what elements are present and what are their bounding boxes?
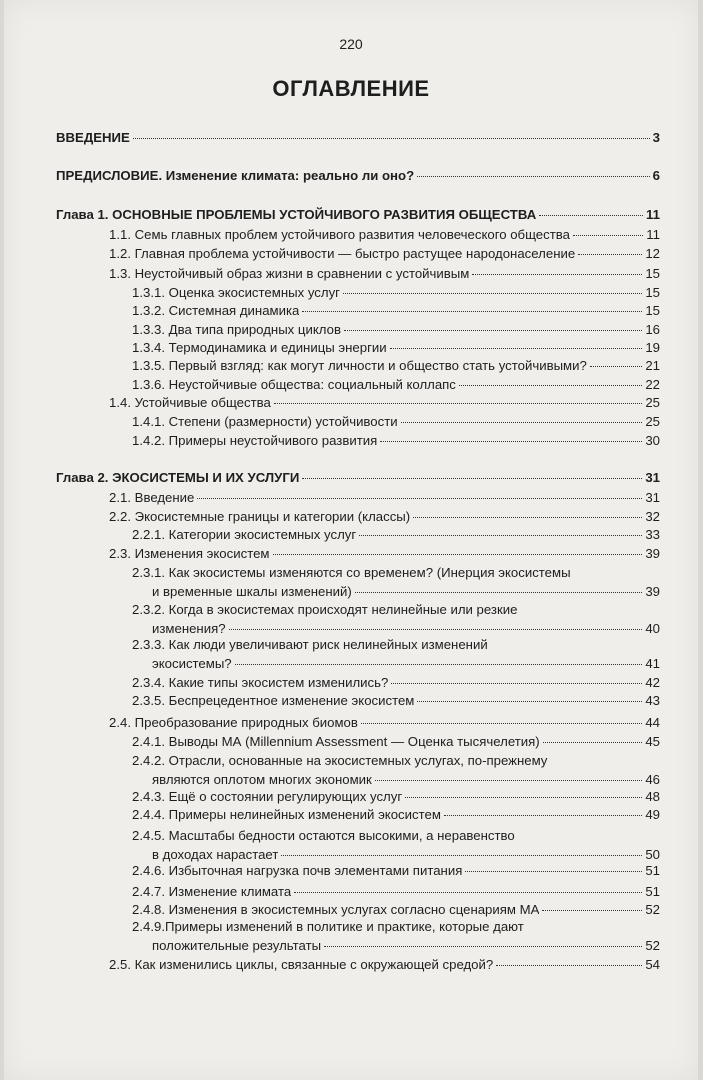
toc-page-number: 54 bbox=[645, 957, 660, 972]
toc-page-number: 15 bbox=[645, 266, 660, 281]
toc-entry bbox=[109, 714, 660, 732]
toc-entry-text: 1.4. Устойчивые общества bbox=[109, 395, 271, 410]
toc-entry-text: 1.3. Неустойчивый образ жизни в сравнении с устойчивым bbox=[109, 266, 470, 281]
toc-page-number: 50 bbox=[645, 847, 660, 862]
dot-leader bbox=[273, 554, 643, 555]
dot-leader bbox=[401, 422, 643, 423]
toc-page-number: 39 bbox=[645, 546, 660, 561]
toc-entry bbox=[109, 265, 660, 283]
toc-entry bbox=[132, 339, 660, 357]
toc-entry bbox=[109, 245, 660, 263]
toc-entry-text: 2.3.2. Когда в экосистемах происходят нелинейные или резкие bbox=[132, 602, 518, 617]
toc-page-number: 25 bbox=[645, 395, 660, 410]
toc-entry bbox=[152, 771, 660, 789]
toc-entry bbox=[109, 545, 660, 563]
toc-entry bbox=[109, 508, 660, 526]
toc-entry-text: 2.4.9.Примеры изменений в политике и практике, которые дают bbox=[132, 919, 524, 934]
toc-page-number: 52 bbox=[645, 902, 660, 917]
toc-entry bbox=[152, 583, 660, 601]
dot-leader bbox=[302, 478, 642, 479]
toc-entry bbox=[152, 937, 660, 955]
toc-entry-text: 2.4.1. Выводы МА (Millennium Assessment — Оценка тысячелетия) bbox=[132, 734, 540, 749]
dot-leader bbox=[465, 871, 642, 872]
dot-leader bbox=[590, 366, 643, 367]
toc-entry-text: изменения? bbox=[152, 621, 226, 636]
toc-entry-text: ВВЕДЕНИЕ bbox=[56, 130, 130, 145]
dot-leader bbox=[543, 742, 643, 743]
toc-entry bbox=[132, 862, 660, 880]
toc-page-number: 49 bbox=[645, 807, 660, 822]
toc-entry-text: 1.3.3. Два типа природных циклов bbox=[132, 322, 341, 337]
toc-entry-text: Глава 2. ЭКОСИСТЕМЫ И ИХ УСЛУГИ bbox=[56, 470, 300, 485]
toc-page-number: 43 bbox=[645, 693, 660, 708]
toc-entry-text: 2.4.6. Избыточная нагрузка почв элементами питания bbox=[132, 863, 463, 878]
toc-entry bbox=[132, 806, 660, 824]
toc-page-number: 30 bbox=[645, 433, 660, 448]
dot-leader bbox=[380, 441, 642, 442]
dot-leader bbox=[390, 348, 643, 349]
toc-page-number: 48 bbox=[645, 789, 660, 804]
toc-entry-text: 2.3. Изменения экосистем bbox=[109, 546, 270, 561]
dot-leader bbox=[324, 946, 642, 947]
toc-entry-text: Глава 1. ОСНОВНЫЕ ПРОБЛЕМЫ УСТОЙЧИВОГО РАЗВИТИЯ ОБЩЕСТВА bbox=[56, 207, 537, 222]
toc-entry-text: 2.4.4. Примеры нелинейных изменений экосистем bbox=[132, 807, 441, 822]
toc-page-number: 15 bbox=[645, 303, 660, 318]
toc-page-number: 31 bbox=[645, 470, 660, 485]
toc-entry bbox=[132, 413, 660, 431]
toc-entry bbox=[132, 883, 660, 901]
dot-leader bbox=[375, 780, 643, 781]
toc-page-number: 31 bbox=[645, 490, 660, 505]
toc-entry bbox=[109, 226, 660, 244]
toc-entry bbox=[132, 526, 660, 544]
toc-page-number: 41 bbox=[645, 656, 660, 671]
toc-page-number: 3 bbox=[652, 130, 660, 145]
dot-leader bbox=[496, 965, 642, 966]
toc-entry bbox=[56, 469, 660, 487]
toc-entry-text: 2.4.3. Ещё о состоянии регулирующих услуг bbox=[132, 789, 403, 804]
toc-page-number: 15 bbox=[645, 285, 660, 300]
dot-leader bbox=[359, 535, 642, 536]
toc-entry bbox=[152, 655, 660, 673]
toc-entry-text: 1.2. Главная проблема устойчивости — быстро растущее народонаселение bbox=[109, 246, 576, 261]
toc-entry-text: 1.3.1. Оценка экосистемных услуг bbox=[132, 285, 340, 300]
toc-entry bbox=[132, 284, 660, 302]
dot-leader bbox=[133, 138, 650, 139]
toc-entry bbox=[132, 432, 660, 450]
toc-entry-text: 2.5. Как изменились циклы, связанные с окружающей средой? bbox=[109, 957, 494, 972]
dot-leader bbox=[578, 254, 642, 255]
toc-entry-text: 2.2. Экосистемные границы и категории (классы) bbox=[109, 509, 411, 524]
toc-entry-text: 1.3.2. Системная динамика bbox=[132, 303, 300, 318]
dot-leader bbox=[281, 855, 642, 856]
page-number: 220 bbox=[339, 36, 363, 52]
toc-entry bbox=[56, 129, 660, 147]
toc-page-number: 40 bbox=[645, 621, 660, 636]
toc-entry bbox=[109, 489, 660, 507]
dot-leader bbox=[391, 683, 642, 684]
page-title: ОГЛАВЛЕНИЕ bbox=[272, 76, 430, 101]
dot-leader bbox=[542, 910, 642, 911]
dot-leader bbox=[344, 330, 642, 331]
toc-entry-text: 2.4.8. Изменения в экосистемных услугах согласно сценариям МА bbox=[132, 902, 540, 917]
dot-leader bbox=[197, 498, 642, 499]
dot-leader bbox=[355, 592, 643, 593]
toc-entry bbox=[109, 956, 660, 974]
toc-entry bbox=[132, 674, 660, 692]
toc-entry bbox=[56, 206, 660, 224]
toc-page-number: 45 bbox=[645, 734, 660, 749]
toc-page-number: 44 bbox=[645, 715, 660, 730]
toc-page-number: 6 bbox=[652, 168, 660, 183]
toc-entry-text: ПРЕДИСЛОВИЕ. Изменение климата: реально ли оно? bbox=[56, 168, 415, 183]
dot-leader bbox=[413, 517, 642, 518]
toc-page-number: 52 bbox=[645, 938, 660, 953]
dot-leader bbox=[444, 815, 642, 816]
toc-page-number: 39 bbox=[645, 584, 660, 599]
toc-page-number: 21 bbox=[645, 358, 660, 373]
dot-leader bbox=[343, 293, 642, 294]
dot-leader bbox=[405, 797, 642, 798]
toc-entry-text: 1.1. Семь главных проблем устойчивого развития человеческого общества bbox=[109, 227, 570, 242]
dot-leader bbox=[472, 274, 642, 275]
toc-entry-text: 2.1. Введение bbox=[109, 490, 195, 505]
toc-page-number: 11 bbox=[646, 207, 660, 222]
toc-entry-text: 1.3.4. Термодинамика и единицы энергии bbox=[132, 340, 387, 355]
toc-page-number: 32 bbox=[645, 509, 660, 524]
toc-page-number: 46 bbox=[645, 772, 660, 787]
toc-entry-text: 1.4.2. Примеры неустойчивого развития bbox=[132, 433, 378, 448]
dot-leader bbox=[417, 701, 642, 702]
toc-entry-text: 2.4.7. Изменение климата bbox=[132, 884, 292, 899]
book-page bbox=[4, 0, 698, 1080]
toc-page-number: 25 bbox=[645, 414, 660, 429]
toc-entry-text: 2.3.5. Беспрецедентное изменение экосистем bbox=[132, 693, 415, 708]
dot-leader bbox=[539, 215, 643, 216]
toc-entry bbox=[132, 733, 660, 751]
toc-entry-text: 1.4.1. Степени (размерности) устойчивости bbox=[132, 414, 398, 429]
toc-entry-text: являются оплотом многих экономик bbox=[152, 772, 372, 787]
dot-leader bbox=[302, 311, 642, 312]
toc-page-number: 16 bbox=[645, 322, 660, 337]
toc-entry bbox=[132, 376, 660, 394]
toc-entry-text: 2.3.4. Какие типы экосистем изменились? bbox=[132, 675, 389, 690]
toc-page-number: 12 bbox=[645, 246, 660, 261]
toc-page-number: 19 bbox=[645, 340, 660, 355]
dot-leader bbox=[361, 723, 642, 724]
table-of-contents bbox=[4, 0, 698, 1080]
toc-entry-text: положительные результаты bbox=[152, 938, 322, 953]
dot-leader bbox=[235, 664, 643, 665]
toc-entry-text: 2.3.1. Как экосистемы изменяются со временем? (Инерция экосистемы bbox=[132, 565, 571, 580]
toc-entry bbox=[109, 394, 660, 412]
dot-leader bbox=[573, 235, 643, 236]
toc-page-number: 51 bbox=[645, 884, 660, 899]
toc-entry-text: экосистемы? bbox=[152, 656, 232, 671]
toc-entry-text: 1.3.6. Неустойчивые общества: социальный коллапс bbox=[132, 377, 456, 392]
toc-entry bbox=[132, 357, 660, 375]
toc-entry-text: в доходах нарастает bbox=[152, 847, 279, 862]
toc-entry-text: 2.4. Преобразование природных биомов bbox=[109, 715, 358, 730]
toc-page-number: 11 bbox=[646, 227, 660, 242]
toc-entry-text: и временные шкалы изменений) bbox=[152, 584, 352, 599]
toc-entry-text: 2.3.3. Как люди увеличивают риск нелинейных изменений bbox=[132, 637, 488, 652]
toc-entry-text: 2.2.1. Категории экосистемных услуг bbox=[132, 527, 357, 542]
dot-leader bbox=[294, 892, 642, 893]
toc-entry bbox=[132, 788, 660, 806]
toc-entry bbox=[132, 901, 660, 919]
toc-entry bbox=[132, 692, 660, 710]
dot-leader bbox=[229, 629, 643, 630]
toc-entry-text: 1.3.5. Первый взгляд: как могут личности и общество стать устойчивыми? bbox=[132, 358, 587, 373]
toc-page-number: 22 bbox=[645, 377, 660, 392]
toc-entry-text: 2.4.2. Отрасли, основанные на экосистемных услугах, по-прежнему bbox=[132, 753, 548, 768]
dot-leader bbox=[274, 403, 643, 404]
toc-entry bbox=[132, 302, 660, 320]
toc-page-number: 51 bbox=[645, 863, 660, 878]
toc-page-number: 33 bbox=[645, 527, 660, 542]
dot-leader bbox=[417, 176, 650, 177]
toc-page-number: 42 bbox=[645, 675, 660, 690]
toc-entry bbox=[56, 167, 660, 185]
toc-entry bbox=[132, 321, 660, 339]
toc-entry-text: 2.4.5. Масштабы бедности остаются высокими, а неравенство bbox=[132, 828, 515, 843]
dot-leader bbox=[459, 385, 642, 386]
